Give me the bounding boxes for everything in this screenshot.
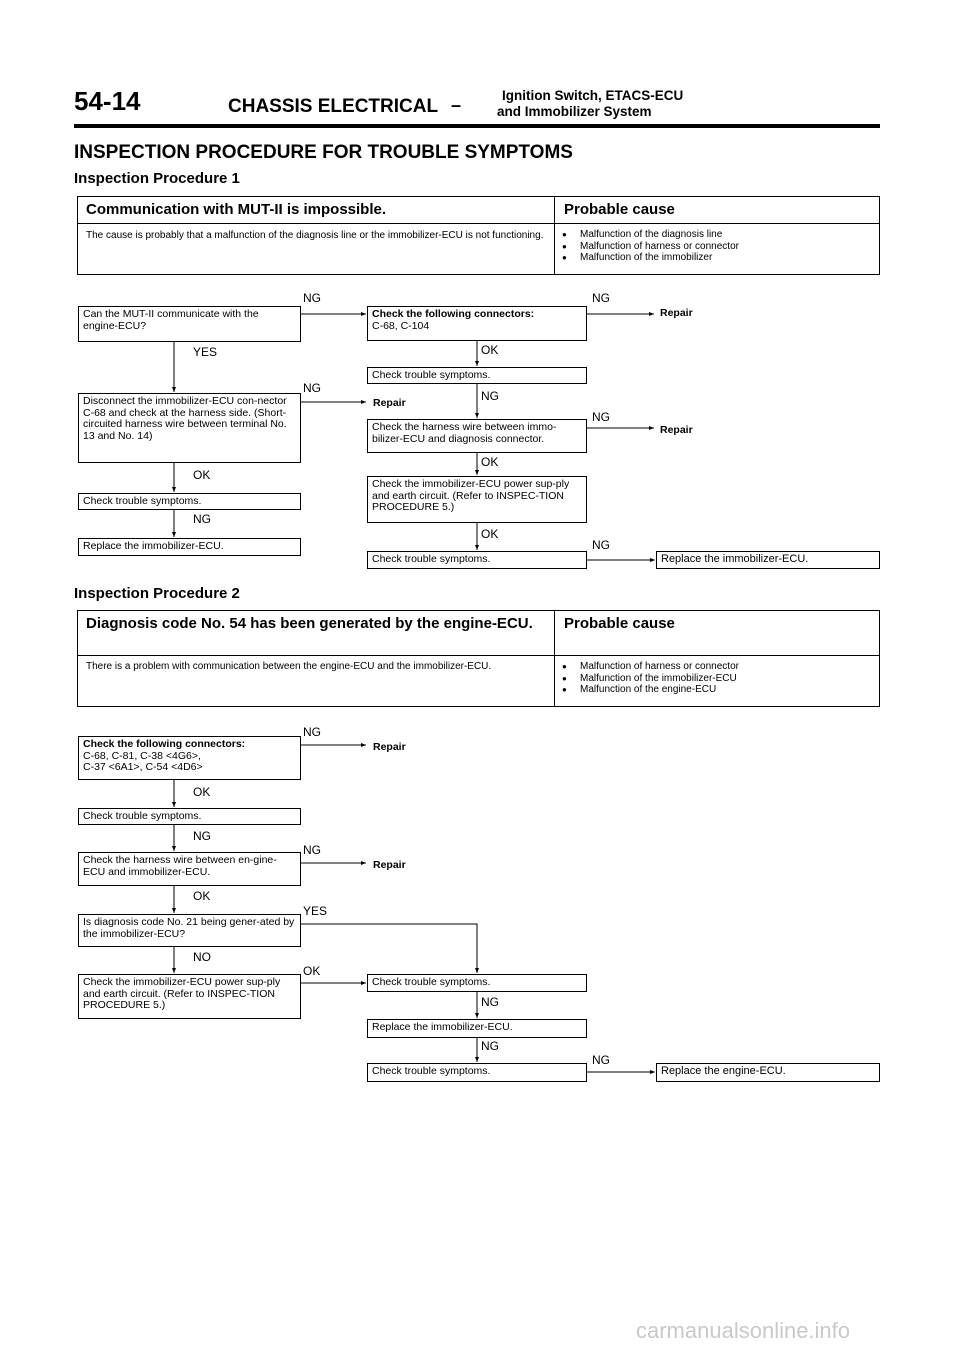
p1-check-connectors-list: C-68, C-104 xyxy=(372,319,430,332)
p1-check-trouble-1: Check trouble symptoms. xyxy=(367,367,587,384)
p2-label-ok: OK xyxy=(193,889,211,903)
proc2-cause-header: Probable cause xyxy=(564,615,675,632)
p2-replace-immo: Replace the immobilizer-ECU. xyxy=(367,1019,587,1038)
header-subtitle-line1: Ignition Switch, ETACS-ECU xyxy=(502,88,684,103)
p1-replace-immo-right: Replace the immobilizer-ECU. xyxy=(656,551,880,569)
cause-item: ● Malfunction of harness or connector xyxy=(560,661,870,673)
p2-q-code21: Is diagnosis code No. 21 being gener-ated by the immobilizer-ECU? xyxy=(78,914,301,947)
p2-check-connectors-title: Check the following connectors: xyxy=(83,738,246,750)
proc2-symptom: Diagnosis code No. 54 has been generated by the engine-ECU. xyxy=(86,615,533,632)
p2-label-yes: YES xyxy=(303,904,328,918)
p1-label-ng: NG xyxy=(193,512,211,526)
p1-check-power: Check the immobilizer-ECU power sup-ply and earth circuit. (Refer to INSPEC-TION PROCEDURE 5.) xyxy=(367,476,587,523)
section-title: INSPECTION PROCEDURE FOR TROUBLE SYMPTOMS xyxy=(74,142,573,163)
p2-replace-engine: Replace the engine-ECU. xyxy=(656,1063,880,1082)
p2-label-ok: OK xyxy=(193,785,211,799)
cause-item: ● Malfunction of the immobilizer xyxy=(560,252,870,264)
p2-label-ng: NG xyxy=(193,829,211,843)
p1-label-ok: OK xyxy=(481,455,499,469)
p2-repair: Repair xyxy=(373,859,406,871)
header-system: CHASSIS ELECTRICAL xyxy=(228,96,439,117)
p2-label-ok: OK xyxy=(303,964,321,978)
cause-item: ● Malfunction of harness or connector xyxy=(560,241,870,253)
p2-label-ng: NG xyxy=(481,995,499,1009)
header-dash: – xyxy=(451,95,462,115)
p1-label-ng: NG xyxy=(592,291,610,305)
p2-check-power: Check the immobilizer-ECU power sup-ply and earth circuit. (Refer to INSPEC-TION PROCEDURE 5.) xyxy=(78,974,301,1019)
proc1-cause-header: Probable cause xyxy=(564,201,675,218)
p1-label-ng: NG xyxy=(592,410,610,424)
p2-label-ng: NG xyxy=(303,843,321,857)
p2-label-ng: NG xyxy=(592,1053,610,1067)
p2-repair: Repair xyxy=(373,741,406,753)
p1-label-ok: OK xyxy=(481,343,499,357)
p1-check-connectors-title: Check the following connectors: xyxy=(372,308,535,320)
header-subtitle-line2: and Immobilizer System xyxy=(497,104,652,119)
proc1-title: Inspection Procedure 1 xyxy=(74,170,240,187)
p1-repair: Repair xyxy=(660,424,693,436)
page-number: 54-14 xyxy=(74,86,141,116)
line-p2-q21-yes xyxy=(301,924,477,966)
p1-label-ng: NG xyxy=(303,381,321,395)
p2-check-trouble-left: Check trouble symptoms. xyxy=(78,808,301,825)
p1-disconnect-connector: Disconnect the immobilizer-ECU con-nector C-68 and check at the harness side. (Short-circuited harness wire between terminal No. 13 and No. 14) xyxy=(78,393,301,463)
p2-check-connectors-list2: C-37 <6A1>, C-54 <4D6> xyxy=(83,761,203,773)
p2-check-connectors-list1: C-68, C-81, C-38 <4G6>, xyxy=(83,749,201,762)
p1-label-yes: YES xyxy=(193,345,218,359)
p1-label-ng: NG xyxy=(592,538,610,552)
p1-check-harness: Check the harness wire between immo-bilizer-ECU and diagnosis connector. xyxy=(367,419,587,453)
p2-check-trouble-2: Check trouble symptoms. xyxy=(367,1063,587,1082)
p2-label-no: NO xyxy=(193,950,211,964)
p1-label-ng: NG xyxy=(481,389,499,403)
p1-label-ok: OK xyxy=(193,468,211,482)
p1-repair: Repair xyxy=(660,307,693,319)
p1-label-ng: NG xyxy=(303,291,321,305)
p1-check-trouble-2: Check trouble symptoms. xyxy=(367,551,587,569)
p2-check-trouble-1: Check trouble symptoms. xyxy=(367,974,587,992)
p2-label-ng: NG xyxy=(481,1039,499,1053)
watermark: carmanualsonline.info xyxy=(636,1318,851,1343)
proc1-description: The cause is probably that a malfunction of the diagnosis line or the immobilizer-ECU is not functioning. xyxy=(86,230,544,241)
p1-q-mut-communicate: Can the MUT-II communicate with the engine-ECU? xyxy=(78,306,301,342)
p1-replace-immo-left: Replace the immobilizer-ECU. xyxy=(78,538,301,556)
proc1-symptom: Communication with MUT-II is impossible. xyxy=(86,201,387,218)
p1-check-trouble-left: Check trouble symptoms. xyxy=(78,493,301,510)
p1-label-ok: OK xyxy=(481,527,499,541)
cause-item: ● Malfunction of the engine-ECU xyxy=(560,684,870,696)
p2-label-ng: NG xyxy=(303,725,321,739)
cause-item: ● Malfunction of the immobilizer-ECU xyxy=(560,673,870,685)
proc2-description: There is a problem with communication between the engine-ECU and the immobilizer-ECU. xyxy=(86,661,492,672)
p1-repair: Repair xyxy=(373,397,406,409)
proc2-title: Inspection Procedure 2 xyxy=(74,585,240,602)
p2-check-harness: Check the harness wire between en-gine-ECU and immobilizer-ECU. xyxy=(78,852,301,886)
cause-item: ● Malfunction of the diagnosis line xyxy=(560,229,870,241)
